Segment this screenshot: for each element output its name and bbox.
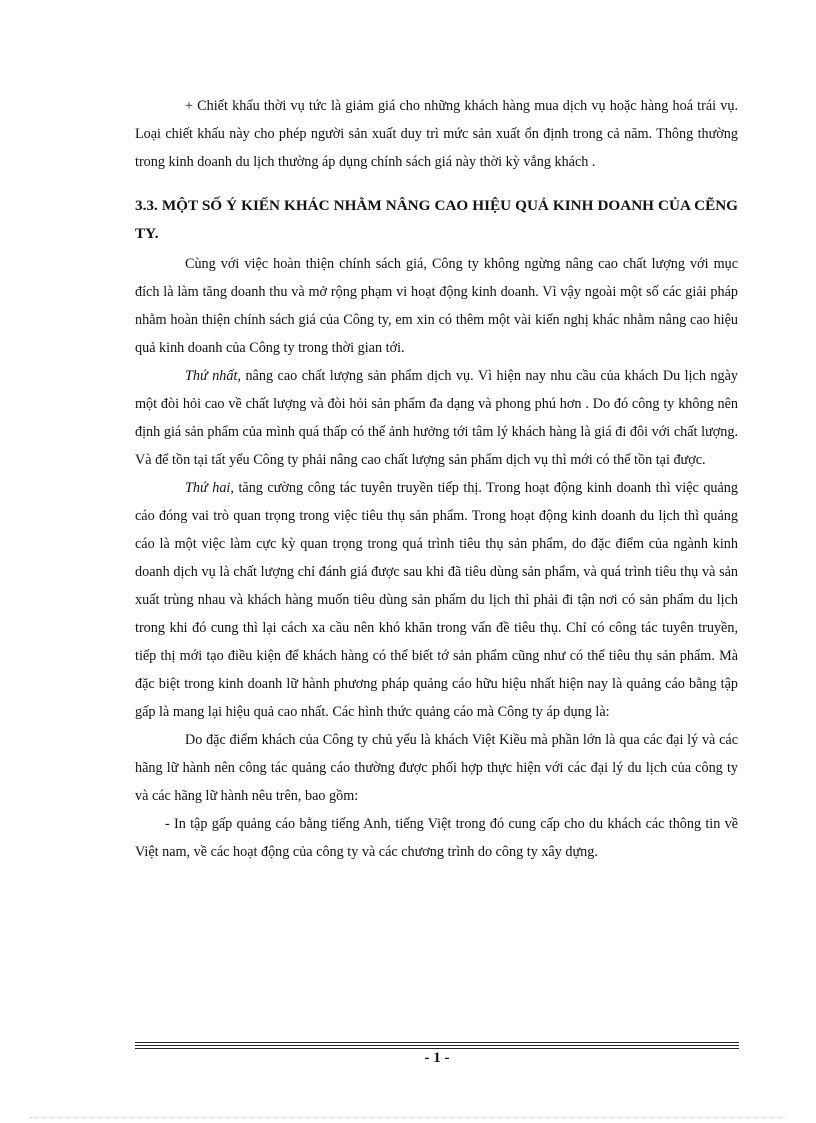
- page-number: - 1 -: [424, 1050, 450, 1066]
- footer-rule: [135, 1042, 739, 1043]
- page-edge-divider: [30, 1117, 786, 1118]
- first-point-text: nâng cao chất lượng sản phẩm dịch vụ. Vì hiện nay nhu cầu của khách Du lịch ngày một đòi hỏi cao về chất lượng và đòi hỏi sản phẩm đa dạng và phong phú hơn . Do đó công ty không nên định giá sản phẩm của mình quá thấp có thể ảnh hưởng tới tâm lý khách hàng là giá đi đôi với chất lượng. Và để tồn tại tất yếu Công ty phải nâng cao chất lượng sản phẩm dịch vụ thì mới có thể tồn tại được.: [135, 368, 738, 468]
- bullet-brochure: - In tập gấp quảng cáo bằng tiếng Anh, tiếng Việt trong đó cung cấp cho du khách các thông tin về Việt nam, về các hoạt động của công ty và các chương trình do công ty xây dựng.: [135, 816, 738, 860]
- section-heading: 3.3. MỘT SỐ Ý KIẾN KHÁC NHẰM NÂNG CAO HIỆU QUẢ KINH DOANH CỦA CẼNG TY.: [135, 197, 738, 242]
- first-point-label: Thứ nhất,: [185, 368, 241, 384]
- paragraph-agents: Do đặc điểm khách của Công ty chủ yếu là khách Việt Kiều mà phần lớn là qua các đại lý và các hãng lữ hành nên công tác quảng cáo thường được phối hợp thực hiện với các đại lý du lịch của công ty và các hãng lữ hành nêu trên, bao gồm:: [135, 732, 738, 804]
- paragraph-intro: Cùng với việc hoàn thiện chính sách giá, Công ty không ngừng nâng cao chất lượng với mục đích là làm tăng doanh thu và mở rộng phạm vi hoạt động kinh doanh. Vì vậy ngoài một số các giải pháp nhằm hoàn thiện chính sách giá của Công ty, em xin có thêm một vài kiến nghị khác nhằm nâng cao hiệu quả kinh doanh của Công ty trong thời gian tới.: [135, 256, 738, 356]
- paragraph-seasonal-discount: + Chiết khấu thời vụ tức là giảm giá cho những khách hàng mua dịch vụ hoặc hàng hoá trái vụ. Loại chiết khấu này cho phép người sản xuất duy trì mức sản xuất ổn định trong cả năm. Thông thường trong kinh doanh du lịch thường áp dụng chính sách giá này thời kỳ vắng khách .: [135, 98, 738, 170]
- document-body: [135, 92, 738, 866]
- second-point-label: Thứ hai,: [185, 480, 234, 496]
- footer-rule: [135, 1045, 739, 1046]
- paragraph-first-point: [135, 362, 738, 474]
- second-point-text: tăng cường công tác tuyên truyền tiếp thị. Trong hoạt động kinh doanh thì việc quảng cáo đóng vai trò quan trọng trong việc tiêu thụ sản phẩm. Trong hoạt động kinh doanh du lịch thì quảng cáo là một việc làm cực kỳ quan trọng trong quá trình tiêu thụ sản phẩm, do đặc điểm của ngành kinh doanh dịch vụ là chất lượng chỉ đánh giá được sau khi đã tiêu dùng sản phẩm, và quá trình tiêu thụ và sản xuất trùng nhau và khách hàng muốn tiêu dùng sản phẩm du lịch thì phải đi tận nơi có sản phẩm du lịch trong khi đó cung thì lại cách xa cầu nên khó khăn trong vấn đề tiêu thụ. Chỉ có công tác tuyên truyền, tiếp thị mới tạo điều kiện để khách hàng có thể biết tớ sản phẩm cũng như có thể tiêu thụ sản phẩm. Mà đặc biệt trong kinh doanh lữ hành phương pháp quảng cáo hữu hiệu nhất hiện nay là quảng cáo bằng tập gấp là mang lại hiệu quả cao nhất. Các hình thức quảng cáo mà Công ty áp dụng là:: [135, 480, 738, 720]
- paragraph-second-point: [135, 474, 738, 726]
